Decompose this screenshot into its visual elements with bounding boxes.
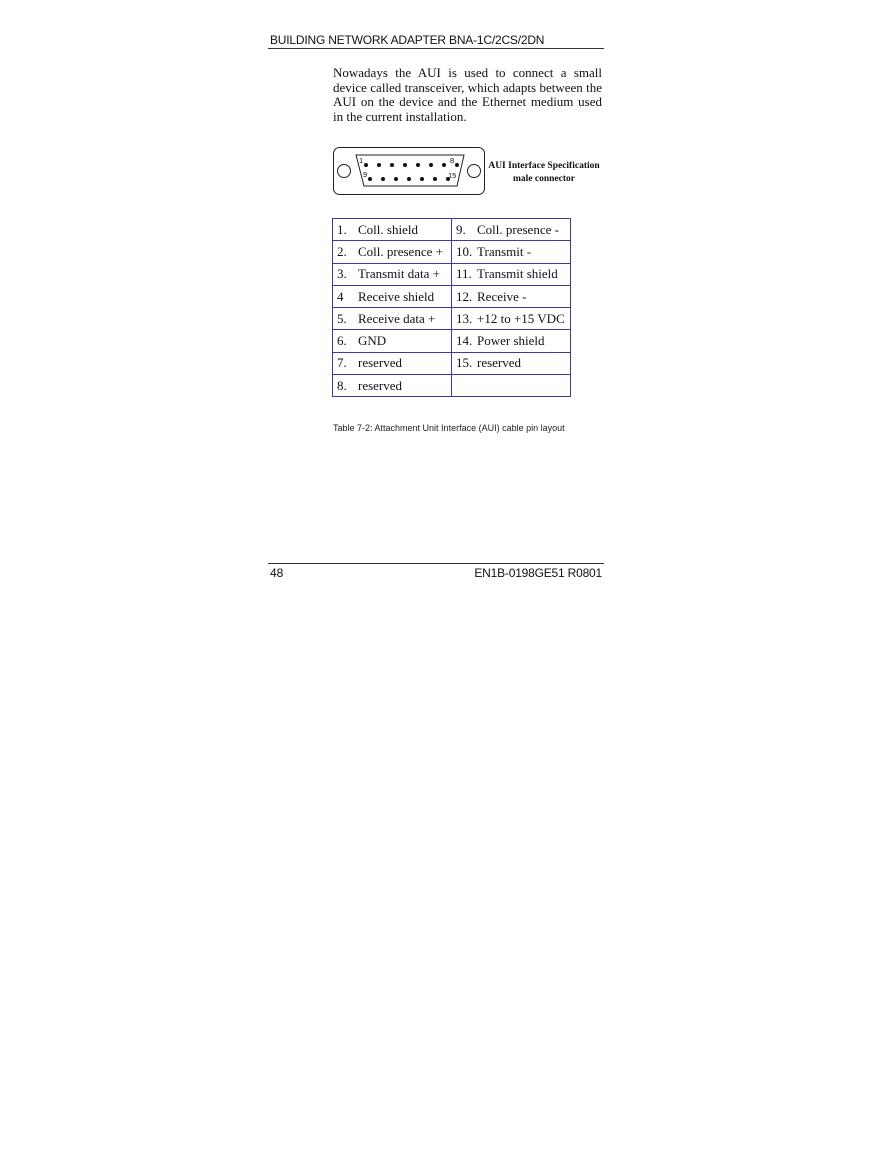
table-row	[333, 352, 571, 374]
table-cell	[333, 285, 452, 307]
pin-label-9: 9	[363, 170, 368, 179]
pin-signal: Coll. shield	[358, 221, 418, 237]
pin-number: 12.	[456, 288, 473, 304]
pin-signal: Coll. presence -	[477, 221, 559, 237]
table-row	[333, 219, 571, 241]
table-row	[333, 241, 571, 263]
aui-connector-diagram	[330, 144, 490, 198]
pin-number: 10.	[456, 243, 473, 259]
mounting-hole-left	[338, 165, 351, 178]
pin-number: 3.	[337, 266, 347, 282]
footer-rule	[268, 563, 604, 564]
pin-number: 5.	[337, 310, 347, 326]
connector-pins-bottom	[368, 177, 450, 181]
pin-signal: +12 to +15 VDC	[477, 310, 565, 326]
table-row	[333, 375, 571, 397]
table-row	[333, 330, 571, 352]
table-cell	[333, 330, 452, 352]
pin-number: 8.	[337, 377, 347, 393]
document-id: EN1B-0198GE51 R0801	[474, 566, 602, 580]
table-cell	[333, 375, 452, 397]
pin-table-body	[333, 219, 571, 397]
table-row	[333, 263, 571, 285]
connector-caption-line2: male connector	[513, 174, 575, 184]
table-cell	[452, 330, 571, 352]
table-cell	[333, 352, 452, 374]
table-cell	[333, 263, 452, 285]
pin-label-8: 8	[450, 156, 455, 165]
table-cell	[452, 241, 571, 263]
pin-number: 2.	[337, 243, 347, 259]
pin-number: 11.	[456, 266, 472, 282]
table-cell	[333, 219, 452, 241]
pin-number: 14.	[456, 333, 473, 349]
table-cell	[333, 241, 452, 263]
table-cell	[452, 352, 571, 374]
pin-signal: Receive -	[477, 288, 527, 304]
pin-number: 6.	[337, 333, 347, 349]
pin-signal: reserved	[477, 355, 522, 371]
pin-number: 1.	[337, 221, 347, 237]
table-row	[333, 285, 571, 307]
pin-layout-table	[332, 218, 571, 397]
mounting-hole-right	[468, 165, 481, 178]
pin-label-15: 15	[448, 171, 457, 180]
connector-pins-top	[364, 163, 459, 167]
table-cell	[333, 308, 452, 330]
pin-signal: Receive data +	[358, 310, 436, 326]
pin-signal: Transmit data +	[358, 266, 440, 282]
table-caption: Table 7-2: Attachment Unit Interface (AUI) cable pin layout	[333, 423, 565, 433]
pin-signal: reserved	[358, 355, 403, 371]
connector-caption-line1: AUI Interface Specification	[488, 161, 600, 171]
pin-signal: Coll. presence +	[358, 243, 443, 259]
table-cell	[452, 219, 571, 241]
pin-number: 13.	[456, 310, 473, 326]
header-rule	[268, 48, 604, 49]
pin-number: 4	[337, 288, 344, 304]
connector-caption	[488, 160, 600, 186]
page-number: 48	[270, 566, 284, 580]
body-paragraph: Nowadays the AUI is used to connect a small device called transceiver, which adapts between the AUI on the device and the Ethernet medium used in the current installation.	[333, 65, 602, 124]
pin-signal: reserved	[358, 377, 403, 393]
pin-signal: Receive shield	[358, 288, 435, 304]
table-row	[333, 308, 571, 330]
pin-signal: Transmit -	[477, 243, 532, 259]
running-header: BUILDING NETWORK ADAPTER BNA-1C/2CS/2DN	[270, 33, 545, 47]
pin-number: 9.	[456, 221, 466, 237]
pin-signal: Transmit shield	[477, 266, 558, 282]
pin-signal: Power shield	[477, 333, 545, 349]
table-cell	[452, 263, 571, 285]
pin-label-1: 1	[359, 156, 364, 165]
table-cell	[452, 308, 571, 330]
pin-number: 15.	[456, 355, 473, 371]
table-cell-empty	[452, 375, 571, 397]
table-cell	[452, 285, 571, 307]
pin-signal: GND	[358, 333, 387, 349]
pin-number: 7.	[337, 355, 347, 371]
